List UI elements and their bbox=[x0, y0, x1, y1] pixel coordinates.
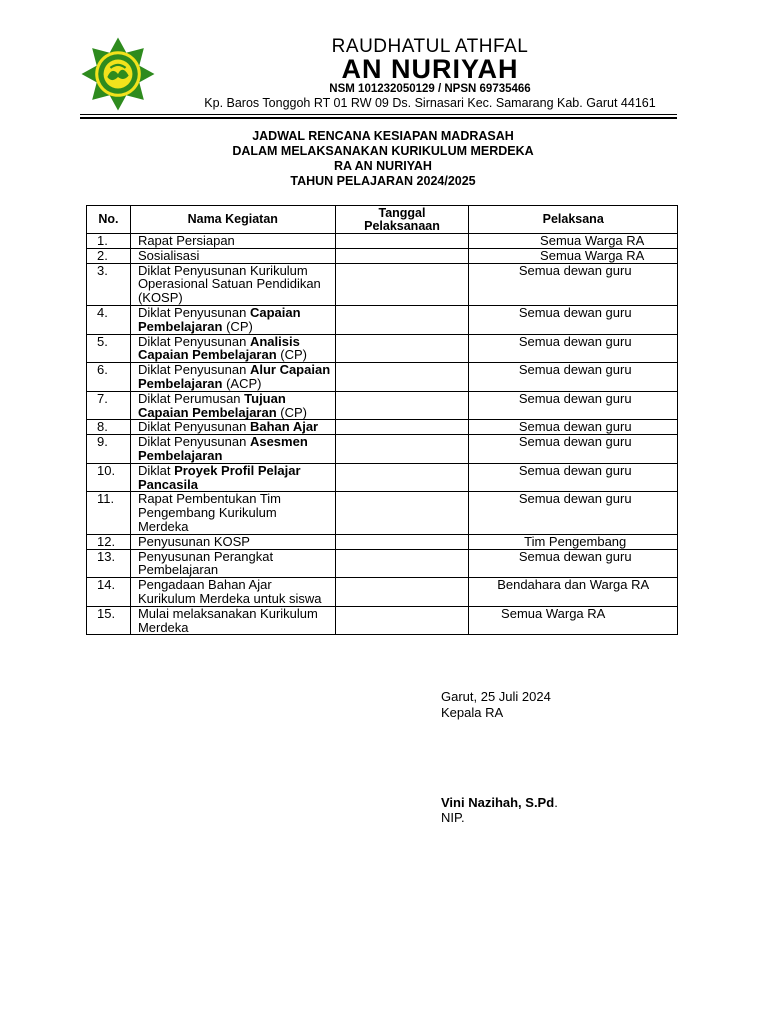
table-row bbox=[87, 234, 678, 249]
cell-kegiatan bbox=[130, 263, 335, 305]
cell-kegiatan bbox=[130, 435, 335, 464]
school-name: AN NURIYAH bbox=[341, 54, 519, 84]
cell-pelaksana: Semua Warga RA bbox=[469, 248, 678, 263]
cell-no: 3. bbox=[87, 263, 131, 305]
table-row bbox=[87, 549, 678, 578]
cell-tanggal bbox=[335, 234, 469, 249]
cell-kegiatan bbox=[130, 391, 335, 420]
table-row bbox=[87, 492, 678, 534]
title-line-1: JADWAL RENCANA KESIAPAN MADRASAH bbox=[252, 129, 514, 143]
signatory-name: Vini Nazihah, S.Pd bbox=[441, 795, 555, 810]
header-tanggal-line2: Pelaksanaan bbox=[364, 218, 440, 233]
cell-kegiatan bbox=[130, 492, 335, 534]
kegiatan-part: (ACP) bbox=[222, 375, 262, 391]
cell-pelaksana: Semua dewan guru bbox=[469, 334, 678, 363]
title-line-4: TAHUN PELAJARAN 2024/2025 bbox=[290, 174, 476, 188]
cell-pelaksana: Semua dewan guru bbox=[469, 549, 678, 578]
kegiatan-part: Penyusunan KOSP bbox=[137, 533, 250, 549]
cell-no: 12. bbox=[87, 534, 131, 549]
kegiatan-part: Diklat Penyusunan Kurikulum Operasional Satuan Pendidikan (KOSP) bbox=[137, 262, 321, 306]
cell-no: 1. bbox=[87, 234, 131, 249]
table-row bbox=[87, 248, 678, 263]
cell-no: 5. bbox=[87, 334, 131, 363]
cell-no: 14. bbox=[87, 578, 131, 607]
kegiatan-part: Pengadaan Bahan Ajar Kurikulum Merdeka untuk siswa bbox=[137, 577, 322, 606]
cell-tanggal bbox=[335, 578, 469, 607]
signature-position: Kepala RA bbox=[441, 705, 504, 720]
cell-pelaksana: Semua dewan guru bbox=[469, 305, 678, 334]
cell-no: 4. bbox=[87, 305, 131, 334]
cell-tanggal bbox=[335, 549, 469, 578]
title-line-3: RA AN NURIYAH bbox=[334, 159, 432, 173]
kegiatan-part: Diklat Penyusunan bbox=[137, 304, 250, 320]
cell-no: 11. bbox=[87, 492, 131, 534]
header-tanggal-line1: Tanggal bbox=[378, 205, 426, 220]
cell-kegiatan bbox=[130, 463, 335, 492]
signature-nip: NIP. bbox=[441, 810, 465, 825]
kegiatan-part: Diklat Penyusunan bbox=[137, 333, 250, 349]
school-ids: NSM 101232050129 / NPSN 69735466 bbox=[329, 83, 531, 95]
cell-tanggal bbox=[335, 263, 469, 305]
signature-place-date: Garut, 25 Juli 2024 bbox=[441, 689, 551, 704]
table-row bbox=[87, 420, 678, 435]
kegiatan-part: Sosialisasi bbox=[137, 247, 200, 263]
table-row bbox=[87, 363, 678, 392]
kegiatan-part: Diklat Perumusan bbox=[137, 390, 245, 406]
table-row bbox=[87, 391, 678, 420]
header-divider-thick bbox=[80, 117, 677, 119]
header-divider bbox=[80, 114, 677, 115]
table-row bbox=[87, 578, 678, 607]
cell-kegiatan bbox=[130, 534, 335, 549]
kegiatan-bold-part: Bahan Ajar bbox=[249, 419, 319, 435]
kegiatan-part: (CP) bbox=[276, 404, 308, 420]
kegiatan-part: Rapat Persiapan bbox=[137, 233, 235, 248]
kegiatan-bold-part: Tujuan Capaian Pembelajaran bbox=[137, 390, 286, 420]
school-address: Kp. Baros Tonggoh RT 01 RW 09 Ds. Sirnasari Kec. Samarang Kab. Garut 44161 bbox=[204, 96, 656, 110]
kegiatan-part: Diklat bbox=[137, 462, 175, 478]
kegiatan-part: Diklat Penyusunan bbox=[137, 419, 250, 435]
signatory-name-suffix: . bbox=[554, 795, 558, 810]
table-row bbox=[87, 263, 678, 305]
kegiatan-part: Rapat Pembentukan Tim Pengembang Kurikulum Merdeka bbox=[137, 491, 282, 534]
cell-pelaksana: Semua dewan guru bbox=[469, 435, 678, 464]
cell-kegiatan bbox=[130, 334, 335, 363]
header-pelaksana: Pelaksana bbox=[469, 206, 678, 234]
kegiatan-part: (CP) bbox=[222, 318, 253, 334]
cell-kegiatan bbox=[130, 305, 335, 334]
cell-tanggal bbox=[335, 391, 469, 420]
cell-no: 2. bbox=[87, 248, 131, 263]
cell-no: 6. bbox=[87, 363, 131, 392]
table-row bbox=[87, 435, 678, 464]
schedule-table bbox=[86, 205, 678, 635]
kegiatan-bold-part: Capaian Pembelajaran bbox=[137, 304, 301, 334]
kegiatan-part: Diklat Penyusunan bbox=[137, 362, 250, 378]
cell-pelaksana: Semua dewan guru bbox=[469, 363, 678, 392]
cell-tanggal bbox=[335, 248, 469, 263]
cell-kegiatan bbox=[130, 549, 335, 578]
school-type: RAUDHATUL ATHFAL bbox=[331, 36, 529, 57]
header-no: No. bbox=[87, 206, 131, 234]
cell-pelaksana: Semua dewan guru bbox=[469, 463, 678, 492]
cell-tanggal bbox=[335, 492, 469, 534]
cell-kegiatan bbox=[130, 363, 335, 392]
signature-name bbox=[441, 795, 558, 810]
cell-pelaksana: Semua dewan guru bbox=[469, 391, 678, 420]
cell-tanggal bbox=[335, 363, 469, 392]
cell-pelaksana: Tim Pengembang bbox=[469, 534, 678, 549]
cell-no: 13. bbox=[87, 549, 131, 578]
cell-no: 7. bbox=[87, 391, 131, 420]
cell-tanggal bbox=[335, 534, 469, 549]
kegiatan-part: Diklat Penyusunan bbox=[137, 434, 250, 450]
cell-pelaksana: Semua Warga RA bbox=[469, 606, 678, 635]
cell-kegiatan bbox=[130, 606, 335, 635]
kegiatan-bold-part: Proyek Profil Pelajar Pancasila bbox=[137, 462, 301, 492]
table-row bbox=[87, 334, 678, 363]
kegiatan-bold-part: Alur Capaian Pembelajaran bbox=[137, 362, 331, 391]
kegiatan-part: Mulai melaksanakan Kurikulum Merdeka bbox=[137, 605, 318, 635]
title-line-2: DALAM MELAKSANAKAN KURIKULUM MERDEKA bbox=[232, 144, 534, 158]
table-row bbox=[87, 463, 678, 492]
table-row bbox=[87, 305, 678, 334]
cell-kegiatan bbox=[130, 248, 335, 263]
kegiatan-bold-part: Analisis Capaian Pembelajaran bbox=[137, 333, 300, 363]
cell-pelaksana: Semua dewan guru bbox=[469, 263, 678, 305]
cell-tanggal bbox=[335, 435, 469, 464]
table-row bbox=[87, 606, 678, 635]
cell-no: 9. bbox=[87, 435, 131, 464]
header-kegiatan: Nama Kegiatan bbox=[130, 206, 335, 234]
cell-tanggal bbox=[335, 463, 469, 492]
cell-kegiatan bbox=[130, 234, 335, 249]
kegiatan-part: (CP) bbox=[276, 347, 308, 363]
cell-pelaksana: Bendahara dan Warga RA bbox=[469, 578, 678, 607]
kegiatan-part: Penyusunan Perangkat Pembelajaran bbox=[137, 548, 274, 578]
cell-pelaksana: Semua Warga RA bbox=[469, 234, 678, 249]
cell-tanggal bbox=[335, 420, 469, 435]
table-row bbox=[87, 534, 678, 549]
cell-pelaksana: Semua dewan guru bbox=[469, 492, 678, 534]
document-title bbox=[80, 129, 686, 189]
cell-kegiatan bbox=[130, 420, 335, 435]
cell-pelaksana: Semua dewan guru bbox=[469, 420, 678, 435]
cell-no: 15. bbox=[87, 606, 131, 635]
madrasah-star-emblem-icon bbox=[80, 36, 156, 112]
table-header-row bbox=[87, 206, 678, 234]
kegiatan-bold-part: Asesmen Pembelajaran bbox=[137, 434, 308, 463]
header-tanggal bbox=[335, 206, 469, 234]
cell-no: 10. bbox=[87, 463, 131, 492]
cell-tanggal bbox=[335, 334, 469, 363]
cell-kegiatan bbox=[130, 578, 335, 607]
cell-no: 8. bbox=[87, 420, 131, 435]
cell-tanggal bbox=[335, 305, 469, 334]
cell-tanggal bbox=[335, 606, 469, 635]
